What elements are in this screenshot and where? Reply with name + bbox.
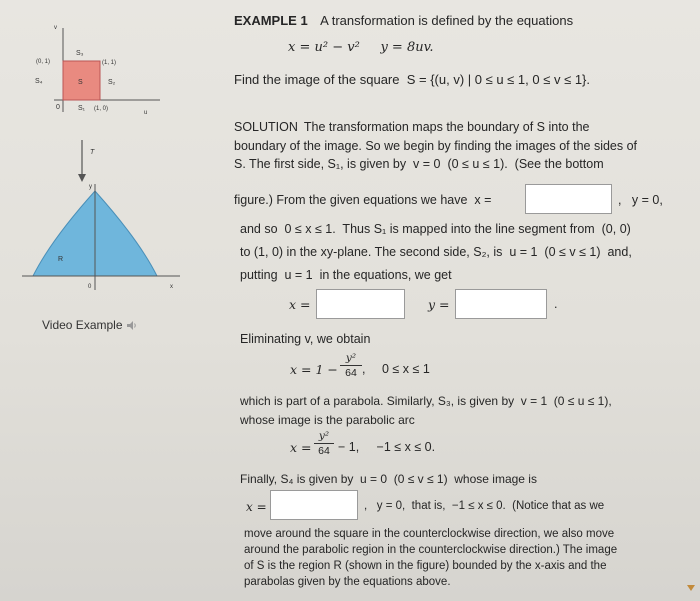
fraction-bar bbox=[340, 365, 362, 366]
solution-paragraph-start bbox=[234, 120, 589, 134]
solution-line1: The transformation maps the boundary of S into the bbox=[303, 120, 590, 134]
task-statement: Find the image of the square S = {(u, v) | 0 ≤ u ≤ 1, 0 ≤ v ≤ 1}. bbox=[234, 72, 591, 87]
final1: Finally, S₄ is given by u = 0 (0 ≤ v ≤ 1) whose image is bbox=[240, 472, 537, 486]
para1: which is part of a parabola. Similarly, S₃, is given by v = 1 (0 ≤ u ≤ 1), bbox=[240, 394, 612, 408]
eq1-fraction bbox=[340, 352, 362, 379]
solution-line4a: figure.) From the given equations we have x = bbox=[234, 193, 492, 207]
v-axis-label: v bbox=[54, 25, 57, 31]
square-S-label: S bbox=[78, 79, 83, 86]
eq1-range: 0 ≤ x ≤ 1 bbox=[382, 362, 430, 376]
eq1-denominator: 64 bbox=[345, 367, 357, 379]
eq1-numerator: y² bbox=[345, 352, 357, 364]
uv-plane-figure bbox=[20, 20, 170, 120]
final2a: x = bbox=[246, 500, 267, 514]
example-header bbox=[234, 12, 573, 30]
video-example-link[interactable] bbox=[42, 318, 138, 332]
solution-line7: putting u = 1 in the equations, we get bbox=[240, 268, 452, 282]
solution-line5: and so 0 ≤ x ≤ 1. Thus S₁ is mapped into the line segment from (0, 0) bbox=[240, 222, 631, 236]
final5: of S is the region R (shown in the figure) bounded by the x-axis and the bbox=[244, 560, 607, 572]
side-S2-label: S₂ bbox=[108, 79, 116, 86]
eliminating-text: Eliminating v, we obtain bbox=[240, 332, 371, 346]
period: . bbox=[554, 297, 558, 311]
point-0-1-label: (0, 1) bbox=[36, 59, 51, 65]
eq2-lead: x = bbox=[290, 440, 312, 455]
final2b: , y = 0, that is, −1 ≤ x ≤ 0. (Notice that as we bbox=[364, 500, 605, 512]
region-R-label: R bbox=[58, 256, 64, 263]
solution-line2: boundary of the image. So we begin by finding the images of the sides of bbox=[234, 139, 638, 153]
eq2-numerator: y² bbox=[318, 430, 330, 442]
u-axis-label: u bbox=[144, 110, 148, 116]
solution-line6: to (1, 0) in the xy-plane. The second side, S₂, is u = 1 (0 ≤ v ≤ 1) and, bbox=[240, 245, 632, 259]
example-heading: EXAMPLE 1 bbox=[234, 13, 308, 28]
solution-line3: S. The first side, S₁, is given by v = 0 (0 ≤ u ≤ 1). (See the bottom bbox=[234, 157, 604, 171]
final3: move around the square in the counterclockwise direction, we also move bbox=[244, 528, 615, 540]
scroll-down-icon[interactable] bbox=[686, 584, 696, 592]
video-example-label: Video Example bbox=[42, 318, 123, 332]
x-axis-label: x bbox=[170, 284, 173, 290]
solution-line4b: , y = 0, bbox=[618, 193, 663, 207]
y-equals-label: y = bbox=[428, 297, 450, 312]
answer-box-1[interactable] bbox=[525, 184, 612, 214]
eq2-denominator: 64 bbox=[318, 445, 330, 457]
eq2-tail: − 1, −1 ≤ x ≤ 0. bbox=[338, 440, 436, 454]
side-S3-label: S₃ bbox=[76, 50, 84, 57]
eq2-fraction bbox=[314, 430, 334, 457]
final4: around the parabolic region in the counterclockwise direction.) The image bbox=[244, 544, 618, 556]
x-equals-label: x = bbox=[289, 297, 311, 312]
example-intro: A transformation is defined by the equations bbox=[320, 13, 574, 28]
speaker-icon bbox=[126, 320, 138, 331]
T-label: T bbox=[90, 149, 95, 156]
transformation-equations: x = u² − v² y = 8uv. bbox=[288, 40, 434, 55]
y-axis-label: y bbox=[89, 184, 92, 190]
para2: whose image is the parabolic arc bbox=[240, 413, 415, 427]
final6: parabolas given by the equations above. bbox=[244, 576, 451, 588]
solution-label: SOLUTION bbox=[234, 120, 298, 134]
origin-label: 0 bbox=[56, 104, 60, 111]
point-1-1-label: (1, 1) bbox=[102, 60, 117, 66]
answer-box-3[interactable] bbox=[455, 289, 547, 319]
fraction-bar bbox=[314, 443, 334, 444]
origin-label: 0 bbox=[88, 284, 92, 290]
eq1-lead: x = 1 − bbox=[290, 362, 338, 377]
side-S4-label: S₄ bbox=[35, 78, 43, 85]
point-1-0-label: (1, 0) bbox=[94, 106, 109, 112]
side-S1-label: S₁ bbox=[78, 105, 86, 112]
answer-box-4[interactable] bbox=[270, 490, 358, 520]
answer-box-2[interactable] bbox=[316, 289, 405, 319]
xy-plane-figure bbox=[20, 178, 185, 313]
comma: , bbox=[362, 362, 366, 376]
